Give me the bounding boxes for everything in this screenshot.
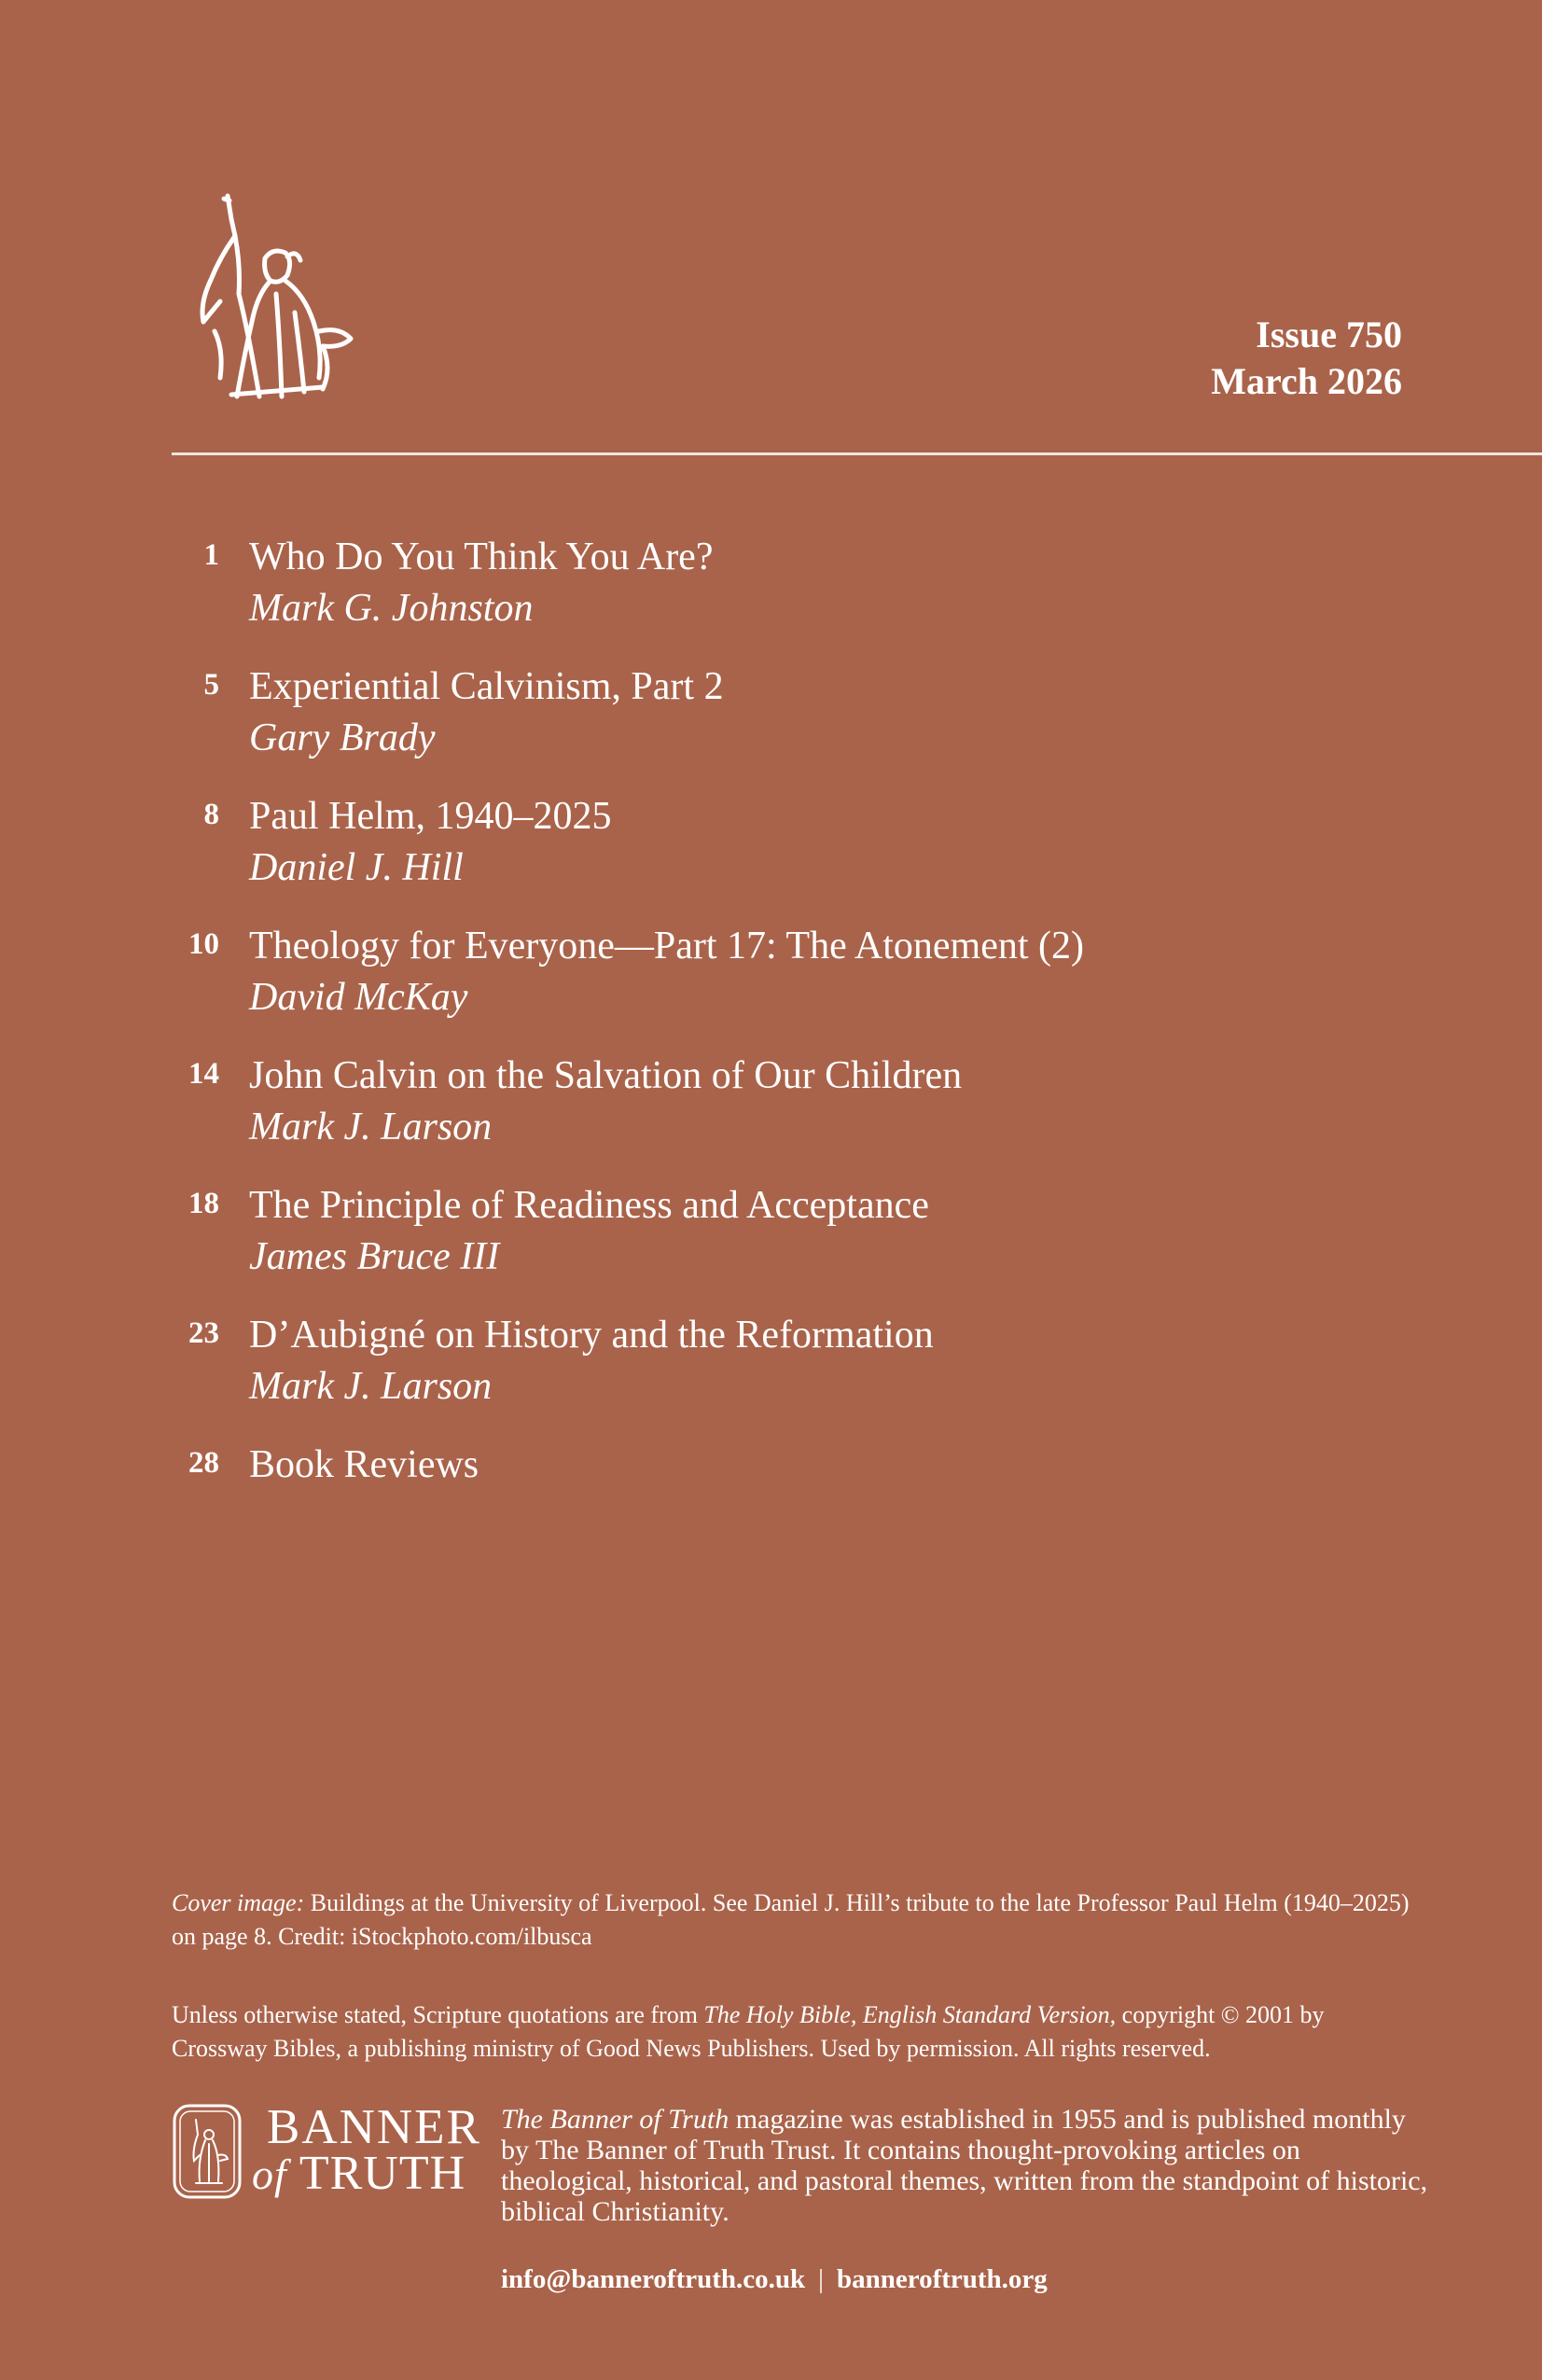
toc-page-number: 5 bbox=[203, 668, 219, 702]
toc-entry[interactable] bbox=[168, 1051, 1381, 1153]
toc-title: Who Do You Think You Are? bbox=[249, 536, 714, 578]
scripture-note bbox=[172, 1998, 1422, 2066]
preacher-seal-icon bbox=[172, 2103, 243, 2200]
toc-title: Book Reviews bbox=[249, 1443, 479, 1486]
cover-image-text: Buildings at the University of Liverpool. See Daniel J. Hill’s tribute to the late Professor Paul Helm (1940–2025) on page 8. Credit: iStockphoto.com/ilbusca bbox=[172, 1889, 1410, 1950]
toc-page-number: 14 bbox=[188, 1057, 219, 1091]
header-divider bbox=[172, 452, 1542, 455]
toc-author: Daniel J. Hill bbox=[249, 846, 464, 889]
cover-image-label: Cover image: bbox=[172, 1889, 305, 1916]
logo-word-of: of bbox=[252, 2150, 287, 2198]
toc-title: Paul Helm, 1940–2025 bbox=[249, 795, 612, 838]
toc-page-number: 18 bbox=[188, 1187, 219, 1220]
email-link[interactable]: info@banneroftruth.co.uk bbox=[501, 2264, 806, 2294]
logo-word-truth: TRUTH bbox=[299, 2147, 466, 2200]
toc-entry[interactable] bbox=[168, 1440, 1381, 1491]
issue-info bbox=[1211, 312, 1402, 405]
toc-entry[interactable] bbox=[168, 1180, 1381, 1283]
logo-line-banner: BANNER bbox=[267, 2100, 481, 2154]
contact-info bbox=[501, 2264, 1048, 2295]
toc-author: David McKay bbox=[249, 976, 468, 1019]
toc-author: James Bruce III bbox=[249, 1235, 500, 1278]
cover-image-note bbox=[172, 1886, 1422, 1954]
toc-page-number: 1 bbox=[203, 538, 219, 572]
toc-entry[interactable] bbox=[168, 921, 1381, 1023]
toc-author: Gary Brady bbox=[249, 717, 436, 759]
preacher-figure-icon bbox=[183, 191, 355, 401]
logo-line-truth bbox=[252, 2148, 465, 2201]
contact-separator: | bbox=[818, 2264, 824, 2294]
toc-author: Mark G. Johnston bbox=[249, 587, 534, 630]
toc-entry[interactable] bbox=[168, 661, 1381, 764]
issue-number: Issue 750 bbox=[1256, 313, 1402, 355]
banner-of-truth-logo bbox=[172, 2101, 489, 2204]
toc-page-number: 8 bbox=[203, 798, 219, 831]
toc-entry[interactable] bbox=[168, 532, 1381, 634]
toc-title: Theology for Everyone—Part 17: The Atonement (2) bbox=[249, 925, 1085, 967]
toc-author: Mark J. Larson bbox=[249, 1365, 493, 1408]
magazine-name: The Banner of Truth bbox=[501, 2104, 729, 2135]
bible-title: The Holy Bible, English Standard Version, bbox=[703, 2001, 1117, 2028]
table-of-contents bbox=[168, 532, 1381, 1518]
toc-page-number: 23 bbox=[188, 1316, 219, 1350]
toc-title: Experiential Calvinism, Part 2 bbox=[249, 665, 724, 708]
toc-title: D’Aubigné on History and the Reformation bbox=[249, 1314, 934, 1357]
scripture-note-after: copyright © 2001 by Crossway Bibles, a publishing ministry of Good News Publishers. Used by permission. All rights reserved. bbox=[172, 2001, 1325, 2062]
website-link[interactable]: banneroftruth.org bbox=[836, 2264, 1048, 2294]
scripture-note-before: Unless otherwise stated, Scripture quotations are from bbox=[172, 2001, 704, 2028]
issue-date: March 2026 bbox=[1211, 360, 1402, 402]
toc-title: The Principle of Readiness and Acceptance bbox=[249, 1184, 929, 1227]
toc-author: Mark J. Larson bbox=[249, 1106, 493, 1148]
toc-entry[interactable] bbox=[168, 1310, 1381, 1413]
magazine-description-text: magazine was established in 1955 and is published monthly by The Banner of Truth Trust. It contains thought-provoking articles on theological, historical, and pastoral themes, written from the standpoint of historic, biblical Christianity. bbox=[501, 2104, 1428, 2227]
toc-title: John Calvin on the Salvation of Our Children bbox=[249, 1054, 963, 1097]
toc-page-number: 10 bbox=[188, 927, 219, 961]
toc-entry[interactable] bbox=[168, 791, 1381, 894]
magazine-description bbox=[501, 2104, 1434, 2227]
toc-page-number: 28 bbox=[188, 1446, 219, 1480]
